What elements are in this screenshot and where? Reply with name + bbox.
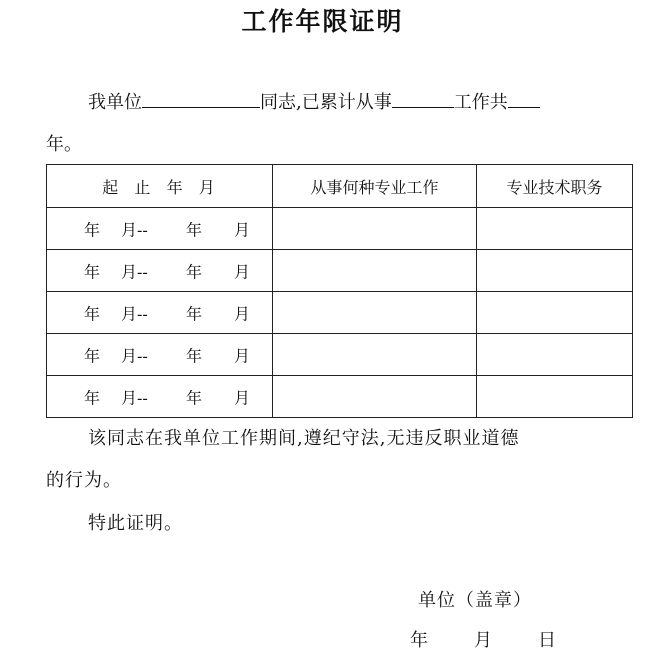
period-month-start: 月-- bbox=[121, 262, 148, 281]
header-period: 起 止 年 月 bbox=[47, 165, 273, 208]
period-year-end: 年 bbox=[186, 304, 203, 323]
unit-seal-label: 单位（盖章） bbox=[418, 590, 532, 611]
date-month-label: 月 bbox=[474, 630, 492, 651]
certification-statement: 特此证明。 bbox=[88, 513, 183, 534]
title-cell[interactable] bbox=[477, 250, 633, 292]
name-blank-field[interactable] bbox=[142, 88, 260, 108]
period-year-end: 年 bbox=[186, 262, 203, 281]
period-cell[interactable] bbox=[47, 334, 273, 376]
table-header-row bbox=[47, 165, 633, 208]
period-cell[interactable] bbox=[47, 376, 273, 418]
work-cell[interactable] bbox=[273, 376, 477, 418]
date-day-label: 日 bbox=[538, 630, 556, 651]
period-cell[interactable] bbox=[47, 250, 273, 292]
period-month-end: 月 bbox=[234, 346, 251, 365]
table-row bbox=[47, 334, 633, 376]
period-year-start: 年 bbox=[84, 304, 101, 323]
period-month-start: 月-- bbox=[121, 388, 148, 407]
work-history-table bbox=[46, 164, 633, 418]
work-cell[interactable] bbox=[273, 292, 477, 334]
period-cell[interactable] bbox=[47, 292, 273, 334]
period-year-end: 年 bbox=[186, 346, 203, 365]
conduct-statement: 该同志在我单位工作期间,遵纪守法,无违反职业道德 bbox=[88, 428, 520, 449]
header-work: 从事何种专业工作 bbox=[273, 165, 477, 208]
title-cell[interactable] bbox=[477, 376, 633, 418]
conduct-statement-end: 的行为。 bbox=[46, 470, 122, 491]
table-row bbox=[47, 208, 633, 250]
work-cell[interactable] bbox=[273, 208, 477, 250]
period-year-start: 年 bbox=[84, 262, 101, 281]
period-year-start: 年 bbox=[84, 346, 101, 365]
period-month-end: 月 bbox=[234, 304, 251, 323]
title-cell[interactable] bbox=[477, 334, 633, 376]
period-year-end: 年 bbox=[186, 220, 203, 239]
intro-line-end: 年。 bbox=[46, 134, 82, 155]
period-month-start: 月-- bbox=[121, 304, 148, 323]
table-row bbox=[47, 376, 633, 418]
intro-text-unit: 我单位 bbox=[88, 92, 142, 113]
table-row bbox=[47, 250, 633, 292]
document-title: 工作年限证明 bbox=[241, 7, 404, 36]
period-month-end: 月 bbox=[234, 262, 251, 281]
work-cell[interactable] bbox=[273, 334, 477, 376]
years-blank-field[interactable] bbox=[508, 88, 540, 108]
table-row bbox=[47, 292, 633, 334]
header-title: 专业技术职务 bbox=[477, 165, 633, 208]
period-year-start: 年 bbox=[84, 388, 101, 407]
period-year-end: 年 bbox=[186, 388, 203, 407]
intro-line bbox=[88, 88, 540, 116]
intro-text-work: 工作共 bbox=[453, 92, 508, 113]
period-month-end: 月 bbox=[234, 220, 251, 239]
period-month-start: 月-- bbox=[121, 346, 148, 365]
work-cell[interactable] bbox=[273, 250, 477, 292]
period-month-start: 月-- bbox=[121, 220, 148, 239]
period-year-start: 年 bbox=[84, 220, 101, 239]
date-year-label: 年 bbox=[410, 630, 428, 651]
work-type-blank-field[interactable] bbox=[392, 88, 454, 108]
period-month-end: 月 bbox=[234, 388, 251, 407]
period-cell[interactable] bbox=[47, 208, 273, 250]
title-cell[interactable] bbox=[477, 208, 633, 250]
title-cell[interactable] bbox=[477, 292, 633, 334]
intro-text-comrade: 同志,已累计从事 bbox=[260, 92, 392, 113]
